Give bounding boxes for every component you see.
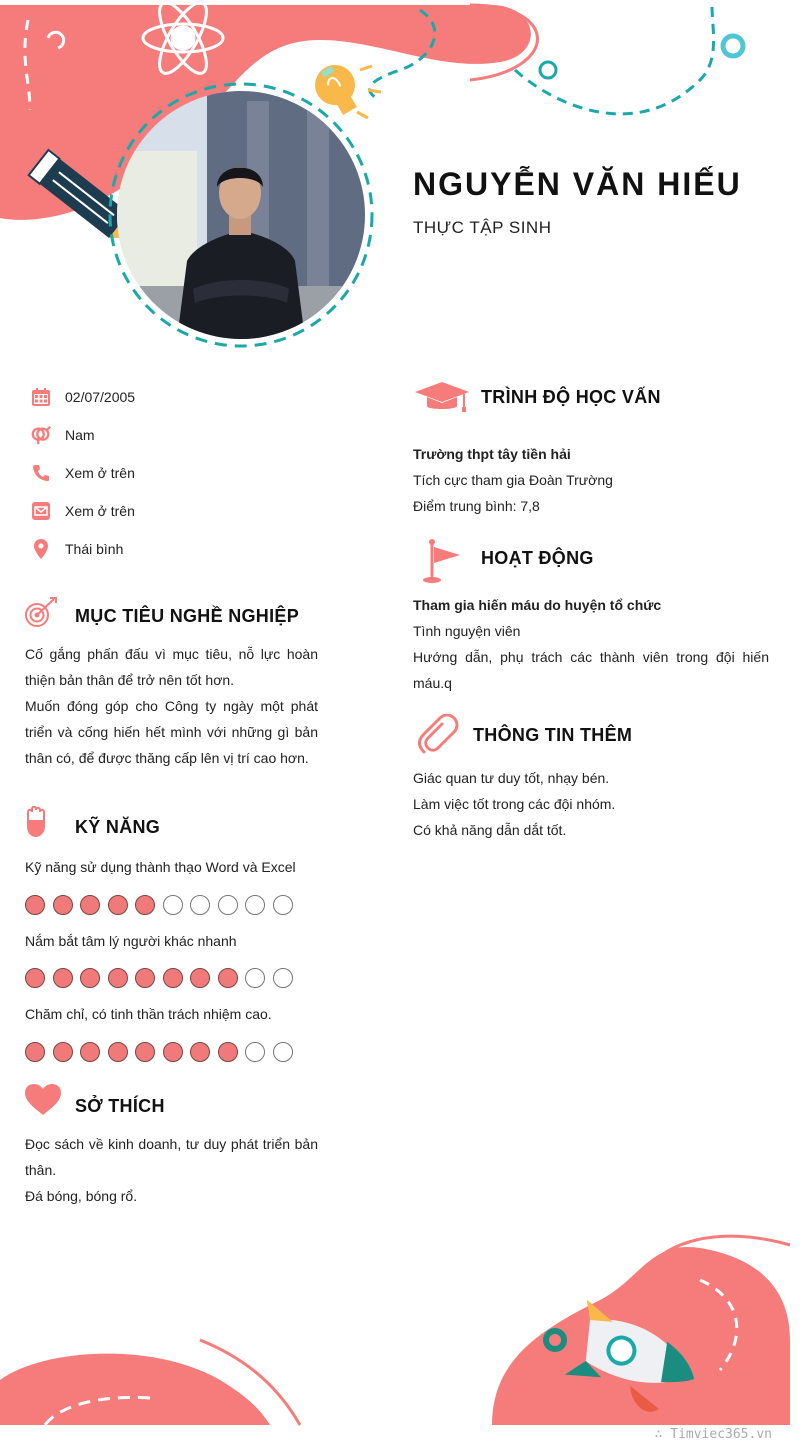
hobbies-title: SỞ THÍCH — [75, 1096, 165, 1116]
activities-line: Tình nguyện viên — [413, 623, 521, 639]
rating-dot-filled — [53, 1042, 73, 1062]
watermark: ∴ Timviec365.vn — [654, 1427, 772, 1442]
rating-dot-empty — [273, 1042, 293, 1062]
rating-dot-filled — [135, 895, 155, 915]
contact-phone — [30, 460, 135, 486]
contact-email — [30, 498, 135, 524]
extra-line: Làm việc tốt trong các đội nhóm. — [413, 796, 616, 812]
rating-dot-empty — [245, 895, 265, 915]
rating-dot-filled — [80, 895, 100, 915]
heart-icon — [25, 1084, 61, 1116]
education-school: Trường thpt tây tiền hải — [413, 446, 571, 462]
gender-icon — [30, 424, 52, 446]
rating-dot-filled — [190, 1042, 210, 1062]
extra-line: Có khả năng dẫn dắt tốt. — [413, 822, 567, 838]
target-icon — [24, 597, 58, 629]
flag-icon — [420, 539, 462, 585]
rating-dot-filled — [163, 1042, 183, 1062]
objective-title: MỤC TIÊU NGHỀ NGHIỆP — [75, 606, 300, 626]
rating-dot-filled — [135, 1042, 155, 1062]
skill-name: Kỹ năng sử dụng thành thạo Word và Excel — [25, 859, 296, 875]
fist-icon — [25, 806, 47, 838]
location-pin-icon — [30, 538, 52, 560]
hobbies-text — [25, 1131, 318, 1209]
extra-line: Giác quan tư duy tốt, nhạy bén. — [413, 770, 610, 786]
activities-heading: Tham gia hiến máu do huyện tổ chức — [413, 597, 662, 613]
email-icon — [30, 500, 52, 522]
rating-dot-empty — [163, 895, 183, 915]
contact-address — [30, 536, 123, 562]
activities-title: HOẠT ĐỘNG — [481, 548, 594, 568]
rating-dot-empty — [273, 895, 293, 915]
rating-dot-filled — [163, 968, 183, 988]
rating-dot-filled — [25, 1042, 45, 1062]
rating-dot-filled — [108, 895, 128, 915]
activities-line: Hướng dẫn, phụ trách các thành viên trong đội hiến máu.q — [413, 649, 769, 691]
contact-gender — [30, 422, 95, 448]
contact-birthday — [30, 384, 135, 410]
education-line: Điểm trung bình: 7,8 — [413, 498, 540, 514]
paperclip-icon — [416, 714, 460, 756]
education-title: TRÌNH ĐỘ HỌC VẤN — [481, 387, 661, 407]
rating-dot-filled — [135, 968, 155, 988]
rating-dot-empty — [190, 895, 210, 915]
rating-dot-filled — [80, 1042, 100, 1062]
rating-dot-filled — [25, 968, 45, 988]
rating-dot-filled — [53, 895, 73, 915]
skill-rating — [25, 1042, 293, 1062]
rating-dot-empty — [245, 968, 265, 988]
rating-dot-filled — [25, 895, 45, 915]
rating-dot-filled — [218, 1042, 238, 1062]
graduation-cap-icon — [414, 380, 470, 414]
activities-text — [413, 592, 769, 696]
rating-dot-filled — [108, 968, 128, 988]
rating-dot-filled — [80, 968, 100, 988]
skill-name: Nắm bắt tâm lý người khác nhanh — [25, 933, 237, 949]
skills-title: KỸ NĂNG — [75, 817, 161, 837]
rating-dot-filled — [218, 968, 238, 988]
extra-text — [413, 765, 769, 843]
rating-dot-filled — [190, 968, 210, 988]
education-text — [413, 441, 773, 519]
rating-dot-filled — [53, 968, 73, 988]
rating-dot-empty — [273, 968, 293, 988]
extra-title: THÔNG TIN THÊM — [473, 725, 633, 745]
education-line: Tích cực tham gia Đoàn Trường — [413, 472, 613, 488]
objective-line: Cố gắng phấn đấu vì mục tiêu, nỗ lực hoàn thiện bản thân để trở nên tốt hơn. — [25, 646, 318, 688]
skill-rating — [25, 968, 293, 988]
hobby-line: Đá bóng, bóng rổ. — [25, 1188, 138, 1204]
rating-dot-empty — [218, 895, 238, 915]
hobby-line: Đọc sách về kinh doanh, tư duy phát triển bản thân. — [25, 1136, 318, 1178]
calendar-icon — [30, 386, 52, 408]
profile-photo — [117, 91, 365, 339]
objective-text — [25, 641, 318, 771]
candidate-name: NGUYỄN VĂN HIẾU — [413, 166, 742, 202]
footer-decoration — [0, 1220, 800, 1450]
contact-phone-value: Xem ở trên — [65, 465, 135, 481]
contact-gender-value: Nam — [65, 427, 95, 443]
skill-name: Chăm chỉ, có tinh thần trách nhiệm cao. — [25, 1006, 272, 1022]
rating-dot-filled — [108, 1042, 128, 1062]
contact-birthday-value: 02/07/2005 — [65, 389, 136, 405]
rating-dot-empty — [245, 1042, 265, 1062]
objective-line: Muốn đóng góp cho Công ty ngày một phát triển và cống hiến hết mình với những gì bản thân có, để được thăng cấp lên vị trí cao hơn. — [25, 698, 318, 766]
contact-email-value: Xem ở trên — [65, 503, 135, 519]
candidate-role: THỰC TẬP SINH — [413, 218, 552, 237]
skill-rating — [25, 895, 293, 915]
phone-icon — [30, 462, 52, 484]
contact-address-value: Thái bình — [65, 541, 124, 557]
